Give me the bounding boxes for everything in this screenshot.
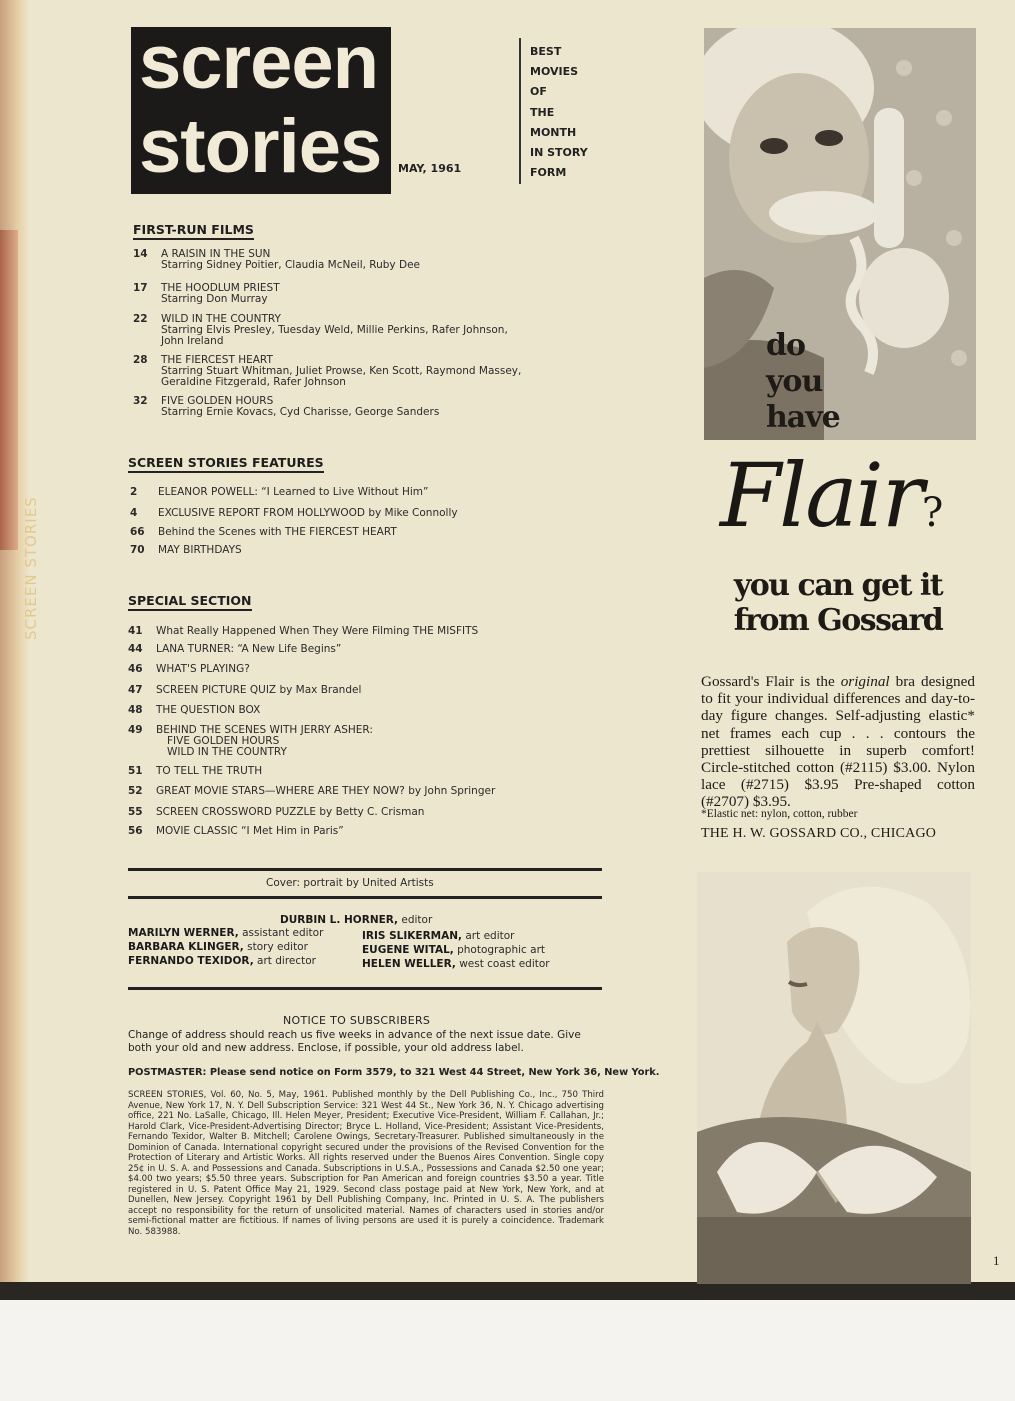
ad-question-line: have [766,400,840,435]
tagline-line: MOVIES [530,65,579,79]
toc-page-number: 41 [128,625,143,637]
staff-member [128,927,323,939]
postmaster-notice: POSTMASTER: Please send notice on Form 3579, to 321 West 44 Street, New York 36, New York. [128,1067,660,1078]
toc-subtitle: Starring Stuart Whitman, Juliet Prowse, Ken Scott, Raymond Massey, [161,365,522,377]
divider-rule [128,987,602,990]
toc-title: ELEANOR POWELL: “I Learned to Live Without Him” [158,486,429,498]
toc-title: TO TELL THE TRUTH [156,765,263,777]
toc-page-number: 56 [128,825,143,837]
staff-member [362,930,514,942]
publication-fine-print: SCREEN STORIES, Vol. 60, No. 5, May, 1961. Published monthly by the Dell Publishing Co., Inc., 750 Third Avenue, New York 17, N. Y. Dell Subscription Service: 321 West 44 St., New York 36, N. Y. Chicago advertising office, 221 No. LaSalle, Chicago, Ill. Helen Meyer, President; Executive Vice-President, William F. Callahan, Jr.; Harold Clark, Vice-President-Advertising Director; Bryce L. Holland, Vice-President; Assistant Vice-Presidents, Fernando Texidor, Walter B. Mitchell; Carolene Owings, Secretary-Treasurer. Published simultaneously in the Dominion of Canada. International copyright secured under the provisions of the Revised Convention for the Protection of Literary and Artistic Works. All rights reserved under the Buenos Aires Convention. Single copy 25¢ in U. S. A. and Possessions and Canada. Subscriptions in U.S.A., Possessions and Canada $2.50 one year; $4.00 two years; $5.50 three years. Subscription for Pan American and foreign countries $3.50 a year. Title registered in U. S. Patent Office May 21, 1929. Second class postage paid at New York, New York, and at Dunellen, New Jersey. Copyright 1961 by Dell Publishing Company, Inc. Printed in U. S. A. The publishers accept no responsibility for the return of unsolicited material. Names of characters used in stories and/or semi-fictional matter are fictitious. If names of living persons are used it is purely a coincidence. Trademark No. 583988. [128,1090,604,1237]
toc-page-number: 47 [128,684,143,696]
toc-title: What Really Happened When They Were Filming THE MISFITS [156,625,479,637]
staff-role: photographic art [457,944,546,956]
toc-subtitle: Starring Ernie Kovacs, Cyd Charisse, George Sanders [161,406,440,418]
staff-name: BARBARA KLINGER, [128,941,244,953]
tagline [530,42,588,183]
staff-role: assistant editor [242,927,324,939]
toc-title: THE QUESTION BOX [156,704,261,716]
telephone-woman-photo [704,28,976,440]
toc-page-number: 32 [133,395,148,407]
ad-body-text: Gossard's Flair is the [701,673,841,690]
bra-model-photo [697,872,971,1284]
cover-edge-stain [0,230,18,550]
ad-question-line: do [766,328,805,363]
toc-title: Behind the Scenes with THE FIERCEST HEART [158,526,397,538]
staff-role: art director [257,955,316,967]
ad-question [766,328,840,436]
staff-name: MARILYN WERNER, [128,927,239,939]
divider-rule [128,896,602,899]
staff-name: EUGENE WITAL, [362,944,454,956]
staff-name: FERNANDO TEXIDOR, [128,955,254,967]
toc-title: SCREEN PICTURE QUIZ by Max Brandel [156,684,362,696]
toc-entry-text [161,314,508,347]
page-bottom-shadow [0,1282,1015,1300]
ad-question-line: you [766,364,823,399]
staff-role: west coast editor [459,958,550,970]
telephone-woman-illustration [704,28,976,440]
toc-page-number: 4 [130,507,138,519]
spine-text: SCREEN STORIES [22,496,40,640]
special-heading: SPECIAL SECTION [128,593,252,611]
page-number: 1 [993,1253,1000,1268]
ad-company-name: THE H. W. GOSSARD CO., CHICAGO [701,826,937,841]
toc-title: WILD IN THE COUNTRY [161,313,281,325]
flair-wordmark: Flair [720,444,922,547]
issue-date: MAY, 1961 [398,162,462,175]
toc-title: MAY BIRTHDAYS [158,544,242,556]
staff-editor [280,914,432,926]
ad-body-copy [701,673,975,811]
toc-page-number: 46 [128,663,143,675]
toc-title: EXCLUSIVE REPORT FROM HOLLYWOOD by Mike Connolly [158,507,458,519]
features-heading: SCREEN STORIES FEATURES [128,455,324,473]
toc-entry-text [161,283,280,305]
toc-title: SCREEN CROSSWORD PUZZLE by Betty C. Crisman [156,806,425,818]
notice-text: Change of address should reach us five weeks in advance of the next issue date. Give both your old and new address. Enclose, if possible, your old address label. [128,1029,581,1054]
staff-name: IRIS SLIKERMAN, [362,930,463,942]
toc-subtitle: WILD IN THE COUNTRY [167,746,287,758]
cover-credit: Cover: portrait by United Artists [266,877,434,889]
toc-page-number: 70 [130,544,145,556]
toc-page-number: 49 [128,724,143,736]
ad-headline-line: you can get it [733,568,943,603]
toc-entry-text [156,725,373,758]
masthead-word-stories: stories [139,104,382,189]
staff-role: editor [401,914,433,926]
toc-title: MOVIE CLASSIC “I Met Him in Paris” [156,825,344,837]
masthead-word-screen: screen [139,20,379,105]
toc-page-number: 2 [130,486,138,498]
toc-title: GREAT MOVIE STARS—WHERE ARE THEY NOW? by John Springer [156,785,496,797]
staff-member [128,941,308,953]
toc-page-number: 22 [133,313,148,325]
tagline-line: IN STORY [530,146,588,160]
page-spine-edge [0,0,30,1285]
toc-page-number: 55 [128,806,143,818]
toc-subtitle: FIVE GOLDEN HOURS [167,735,280,747]
toc-title: THE HOODLUM PRIEST [161,282,280,294]
toc-title: WHAT'S PLAYING? [156,663,250,675]
toc-page-number: 66 [130,526,145,538]
toc-subtitle: Starring Sidney Poitier, Claudia McNeil, Ruby Dee [161,259,420,271]
toc-title: LANA TURNER: “A New Life Begins” [156,643,342,655]
first-run-heading: FIRST-RUN FILMS [133,222,254,240]
divider-rule [128,868,602,871]
staff-member [362,944,545,956]
toc-title: FIVE GOLDEN HOURS [161,395,274,407]
bra-model-illustration [697,872,971,1284]
staff-role: art editor [465,930,515,942]
toc-page-number: 52 [128,785,143,797]
tagline-line: MONTH [530,125,577,139]
tagline-line: OF [530,85,547,99]
flair-brand-logo [720,444,941,547]
toc-page-number: 14 [133,248,148,260]
ad-headline [700,568,976,638]
staff-member [128,955,316,967]
staff-name: HELEN WELLER, [362,958,456,970]
tagline-line: THE [530,105,555,119]
toc-subtitle: Starring Elvis Presley, Tuesday Weld, Millie Perkins, Rafer Johnson, [161,324,508,336]
toc-title: THE FIERCEST HEART [161,354,273,366]
ad-headline-line: from Gossard [733,603,943,638]
staff-name: DURBIN L. HORNER, [280,914,399,926]
toc-subtitle: Geraldine Fitzgerald, Rafer Johnson [161,376,346,388]
toc-page-number: 28 [133,354,148,366]
toc-title: BEHIND THE SCENES WITH JERRY ASHER: [156,724,373,736]
masthead-logo [131,20,391,194]
toc-title: A RAISIN IN THE SUN [161,248,271,260]
toc-page-number: 48 [128,704,143,716]
toc-page-number: 17 [133,282,148,294]
toc-entry-text [161,355,521,388]
toc-page-number: 44 [128,643,143,655]
toc-subtitle: John Ireland [161,335,224,347]
tagline-line: FORM [530,166,567,180]
notice-heading: NOTICE TO SUBSCRIBERS [283,1014,431,1027]
ad-body-text: bra designed to fit your individual differences and day-to-day figure changes. Self-adjusting elastic* net frames each cup . . . contours the prettiest silhouette in superb comfort! Circle-stitched cotton (#2115) $3.00. Nylon lace (#2715) $3.95 Pre-shaped cotton (#2707) $3.95. [701,673,975,811]
ad-footnote: *Elastic net: nylon, cotton, rubber [701,808,858,820]
toc-page-number: 51 [128,765,143,777]
ad-body-emphasis: original [840,673,890,690]
toc-subtitle: Starring Don Murray [161,293,268,305]
staff-role: story editor [247,941,308,953]
toc-entry-text [161,249,420,271]
flair-question-mark: ? [921,490,942,536]
toc-entry-text [161,396,439,418]
tagline-divider [519,38,521,184]
tagline-line: BEST [530,45,562,58]
staff-member [362,958,550,970]
